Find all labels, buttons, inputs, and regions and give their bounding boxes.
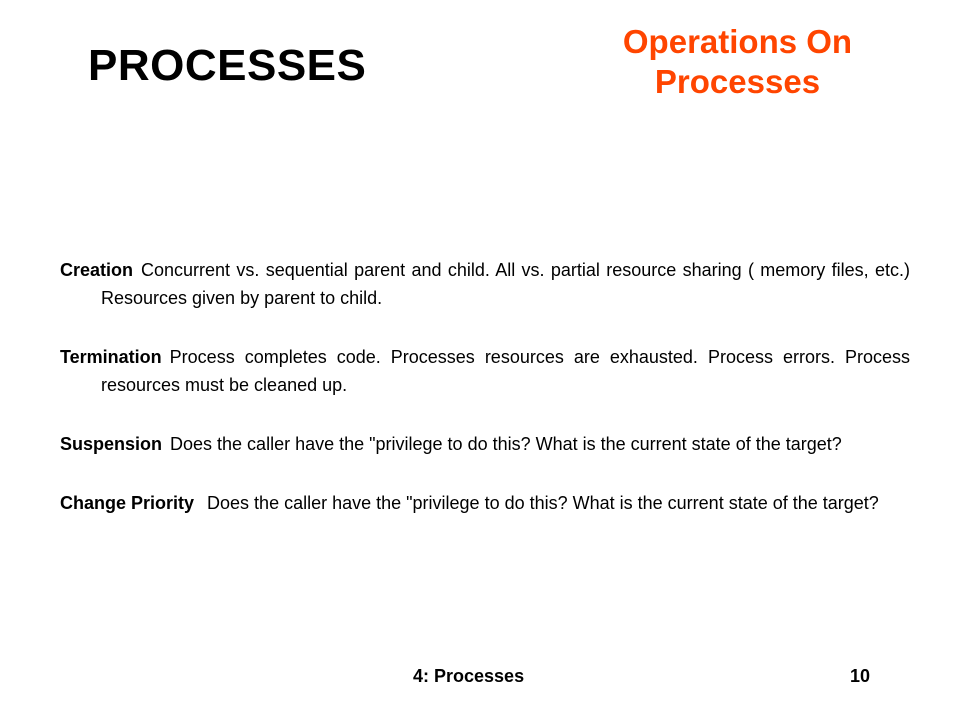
operations-list: [60, 256, 910, 548]
operation-suspension: [60, 430, 910, 458]
operation-name: Change Priority: [60, 493, 195, 513]
operation-description: Does the caller have the "privilege to do this? What is the current state of the target?: [170, 434, 842, 454]
footer-chapter-label: 4: Processes: [413, 666, 525, 686]
operation-name: Suspension: [60, 434, 163, 454]
operation-name: Termination: [60, 347, 162, 367]
operation-description: Concurrent vs. sequential parent and child. All vs. partial resource sharing ( memory files, etc.) Resources given by parent to child.: [101, 260, 910, 308]
slide-subtitle: [595, 22, 880, 102]
operation-termination: [60, 343, 910, 399]
operation-description: Process completes code. Processes resources are exhausted. Process errors. Process resources must be cleaned up.: [101, 347, 910, 395]
operation-name: Creation: [60, 260, 134, 280]
operation-description: Does the caller have the "privilege to do this? What is the current state of the target?: [202, 493, 879, 513]
slide-title: PROCESSES: [88, 41, 367, 90]
footer-page-number: 10: [850, 666, 871, 686]
operation-creation: [60, 256, 910, 312]
operation-change-priority: [60, 489, 910, 517]
slide-subtitle-line-1: Operations On: [622, 23, 853, 60]
slide-subtitle-line-2: Processes: [654, 63, 821, 100]
